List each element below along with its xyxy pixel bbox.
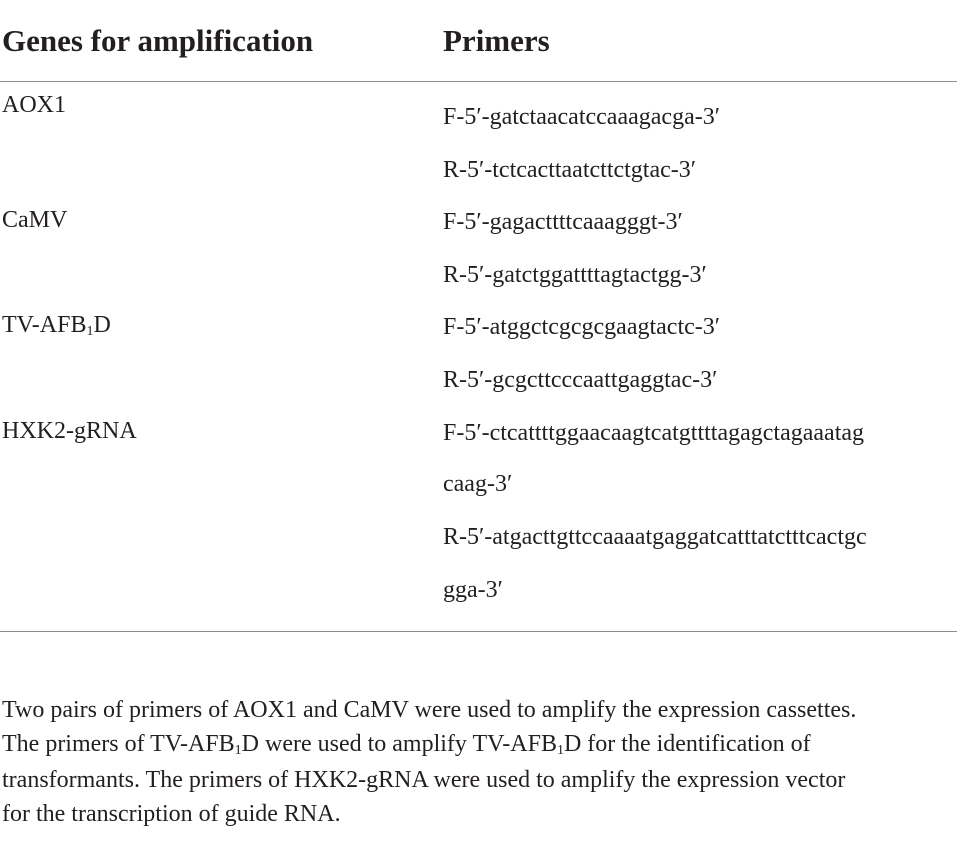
primer-forward-continued: caag-3′ (443, 471, 513, 497)
header-genes: Genes for amplification (2, 23, 314, 58)
primer-forward: F-5′-atggctcgcgcgaagtactc-3′ (443, 314, 721, 340)
footnote-line: transformants. The primers of HXK2-gRNA were used to amplify the expression vector (2, 767, 846, 793)
footnote-line: Two pairs of primers of AOX1 and CaMV were used to amplify the expression cassettes. (2, 697, 857, 723)
header-primers: Primers (443, 23, 550, 58)
primer-reverse: R-5′-gcgcttcccaattgaggtac-3′ (443, 367, 718, 393)
gene-name: CaMV (2, 207, 68, 233)
primer-forward: F-5′-gatctaacatccaaagacga-3′ (443, 104, 720, 130)
footnote-line: The primers of $TV-AFB_1D$ were used to amplify $TV-AFB_1D$ for the identification of (2, 730, 811, 758)
gene-name: $TV-AFB_1D$ (2, 312, 111, 339)
table-footnote (2, 694, 952, 831)
table-top-rule (0, 81, 957, 82)
primer-reverse-continued: gga-3′ (443, 577, 503, 603)
primer-reverse: R-5′-tctcacttaatcttctgtac-3′ (443, 157, 697, 183)
gene-name: HXK2-gRNA (2, 418, 137, 444)
primer-forward: F-5′-ctcattttggaacaagtcatgttttagagctagaaatag (443, 420, 865, 446)
table-bottom-rule (0, 631, 957, 632)
primer-reverse: R-5′-atgacttgttccaaaatgaggatcatttatctttcactgc (443, 524, 867, 550)
primer-reverse: R-5′-gatctggattttagtactgg-3′ (443, 262, 707, 288)
footnote-line: for the transcription of guide RNA. (2, 800, 341, 827)
gene-name: AOX1 (2, 92, 66, 118)
primer-forward: F-5′-gagacttttcaaagggt-3′ (443, 209, 683, 235)
